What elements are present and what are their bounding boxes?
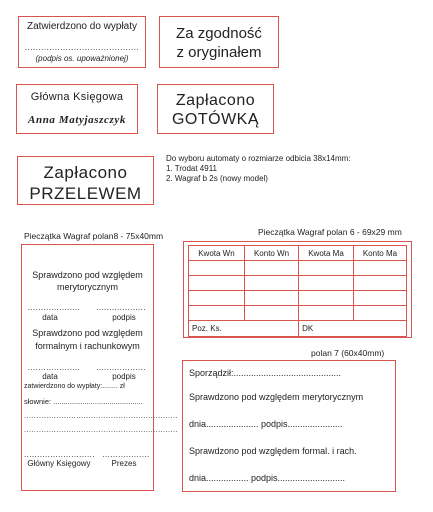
model-note xyxy=(166,154,428,184)
date-dots: .................... xyxy=(27,303,81,312)
caption-polan7: polan 7 (60x40mm) xyxy=(311,348,385,358)
stamp-title: Główna Księgowa xyxy=(30,91,124,103)
date-signature-line-2: dnia................. podpis........................... xyxy=(189,473,346,483)
header-cell: Konto Wn xyxy=(244,246,298,261)
stamp-line-2: PRZELEWEM xyxy=(29,184,142,203)
stamp-line-1: Zapłacono xyxy=(43,163,128,182)
merit-line-1: Sprawdzono pod względem xyxy=(32,270,143,280)
footer-cell-right: DK xyxy=(299,321,407,337)
table-header-row xyxy=(189,246,407,261)
blank-line-1: .............................................................. xyxy=(24,411,178,420)
header-cell: Kwota Ma xyxy=(299,246,354,261)
payout-line: zatwierdzono do wypłaty:........ zł xyxy=(24,383,125,390)
chief-accountant-label: Główny Księgowy xyxy=(27,459,91,468)
head-dots: .................. xyxy=(102,450,150,459)
signature-caption: (podpis os. upoważnionej) xyxy=(35,54,129,63)
table-row xyxy=(189,306,407,321)
stamp-chief-accountant xyxy=(16,84,138,134)
signature-label: podpis xyxy=(112,313,136,322)
caption-polan6: Pieczątka Wagraf polan 6 - 69x29 mm xyxy=(258,227,402,237)
stamp-title: Zatwierdzono do wypłaty xyxy=(26,21,138,32)
blank-line-2: .............................................................. xyxy=(24,425,178,434)
prepared-line: Sporządził:........................................... xyxy=(189,368,342,378)
stamp-polan6 xyxy=(183,241,412,338)
stamp-name: Anna Matyjaszczyk xyxy=(28,114,126,126)
signature-dots: ................... xyxy=(96,303,146,312)
signature-label-2: podpis xyxy=(112,372,136,381)
stamp-polan8 xyxy=(21,244,178,491)
formal-line-2: formalnym i rachunkowym xyxy=(35,341,140,351)
date-dots-2: .................... xyxy=(27,363,81,372)
table-row xyxy=(189,291,407,306)
signature-line: .......................................... xyxy=(24,43,140,52)
caption-polan8: Pieczątka Wagraf polan8 - 75x40mm xyxy=(24,231,164,241)
stamp-paid-cash xyxy=(157,84,274,134)
formal-line: Sprawdzono pod względem formal. i rach. xyxy=(189,446,357,456)
stamp-line-1: Za zgodność xyxy=(176,25,262,42)
note-line-3: 2. Wagraf b 2s (nowy model) xyxy=(166,174,268,183)
footer-cell-left: Poz. Ks. xyxy=(189,321,299,337)
stamp-approved-for-payout xyxy=(18,16,146,68)
note-line-1: Do wyboru automaty o rozmiarze odbicia 38x14mm: xyxy=(166,154,351,163)
stamp-line-2: z oryginałem xyxy=(176,44,262,61)
table-row xyxy=(189,261,407,276)
formal-line-1: Sprawdzono pod względem xyxy=(32,328,143,338)
merit-line: Sprawdzono pod względem merytorycznym xyxy=(189,392,364,402)
merit-line-2: merytorycznym xyxy=(56,282,118,292)
table-row xyxy=(189,276,407,291)
signature-dots-2: ................... xyxy=(96,363,146,372)
chief-dots: ........................... xyxy=(24,450,95,459)
date-label-2: data xyxy=(42,372,58,381)
header-cell: Kwota Wn xyxy=(189,246,245,261)
stamp-certified-copy xyxy=(159,16,279,68)
note-line-2: 1. Trodat 4911 xyxy=(166,164,217,173)
stamp-polan7 xyxy=(182,360,396,492)
table-footer-row xyxy=(189,321,407,337)
date-label: data xyxy=(42,313,58,322)
president-label: Prezes xyxy=(111,459,137,468)
stamp-paid-transfer xyxy=(17,156,154,205)
stamp-line-1: Zapłacono xyxy=(175,92,256,109)
header-cell: Konto Ma xyxy=(353,246,406,261)
date-signature-line-1: dnia..................... podpis...................... xyxy=(189,419,343,429)
words-line: słownie: ........................................... xyxy=(24,397,143,406)
accounting-table xyxy=(188,245,407,337)
stamp-line-2: GOTÓWKĄ xyxy=(171,111,260,128)
